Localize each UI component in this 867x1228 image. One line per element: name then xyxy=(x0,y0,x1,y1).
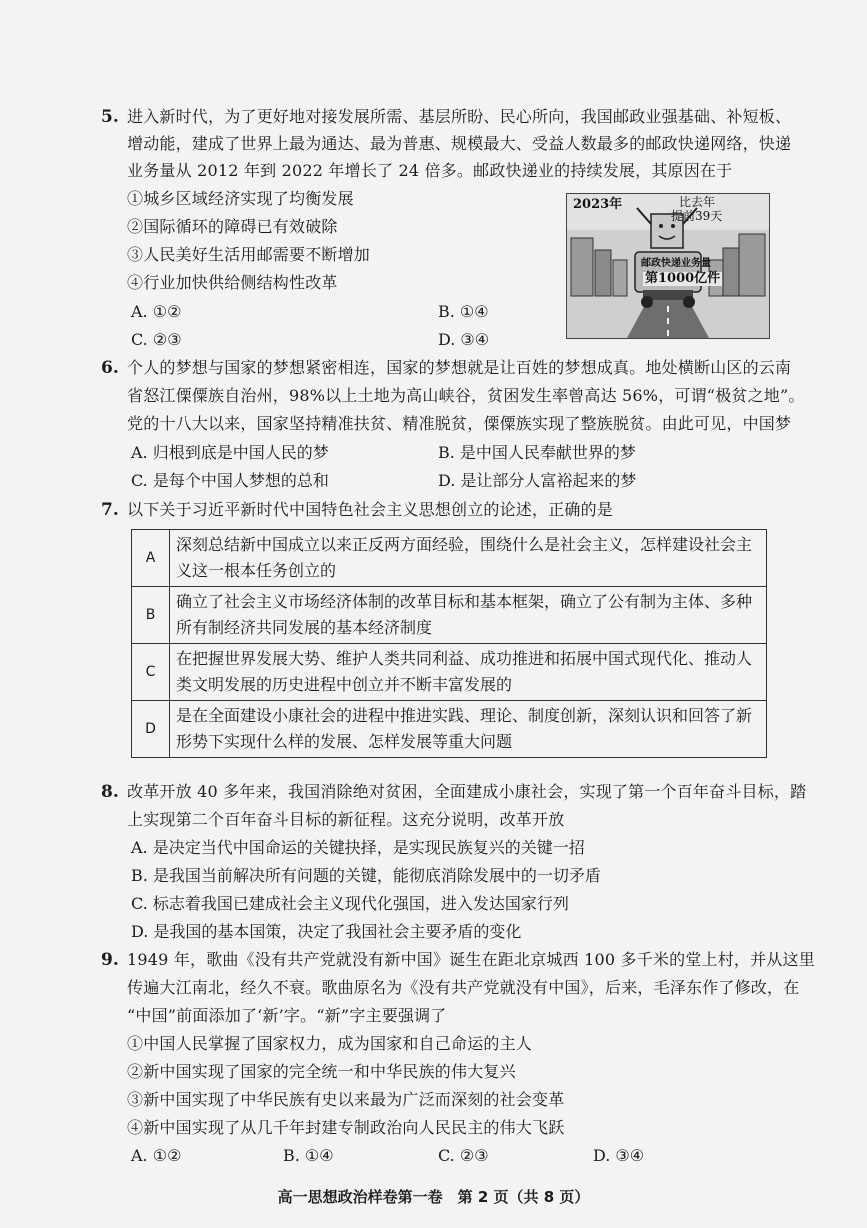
q8-stem-line-2: 上实现第二个百年奋斗目标的新征程。这充分说明，改革开放 xyxy=(127,810,565,829)
q5-statement-4: ④行业加快供给侧结构性改革 xyxy=(127,273,338,292)
q9-statement-1: ①中国人民掌握了国家权力，成为国家和自己命运的主人 xyxy=(127,1034,533,1053)
q7-option-table xyxy=(131,529,767,758)
q5-stem-line-3: 业务量从 2012 年到 2022 年增长了 24 倍多。邮政快递业的持续发展，其原因在于 xyxy=(127,161,733,180)
cartoon-note-1: 比去年 xyxy=(679,195,716,209)
q7-row-d-label: D xyxy=(132,701,170,758)
q7-row-c-text: 在把握世界发展大势、维护人类共同利益、成功推进和拓展中国式现代化、推动人类文明发展的历史进程中创立并不断丰富发展的 xyxy=(170,644,767,701)
cartoon-note-2: 提前39天 xyxy=(671,209,723,223)
q7-row-d-text: 是在全面建设小康社会的进程中推进实践、理论、制度创新，深刻认识和回答了新形势下实现什么样的发展、怎样发展等重大问题 xyxy=(170,701,767,758)
q8-option-c: C. 标志着我国已建成社会主义现代化强国，进入发达国家行列 xyxy=(131,894,569,913)
q9-stem-line-1: 1949 年，歌曲《没有共产党就没有新中国》诞生在距北京城西 100 多千米的堂上村，并从这里 xyxy=(127,950,815,969)
q9-option-c: C. ②③ xyxy=(438,1146,489,1165)
q7-row-a xyxy=(132,530,767,587)
cartoon-sign: 邮政快递业务量 xyxy=(641,258,711,269)
q7-row-a-label: A xyxy=(132,530,170,587)
q9-option-b: B. ①④ xyxy=(283,1146,334,1165)
q6-stem-line-3: 党的十八大以来，国家坚持精准扶贫、精准脱贫，傈僳族实现了整族脱贫。由此可见，中国梦 xyxy=(127,414,792,433)
q8-number: 8. xyxy=(101,782,119,802)
q5-option-b: B. ①④ xyxy=(438,302,489,321)
q8-option-b: B. 是我国当前解决所有问题的关键，能彻底消除发展中的一切矛盾 xyxy=(131,866,601,885)
q8-option-d: D. 是我国的基本国策，决定了我国社会主要矛盾的变化 xyxy=(131,922,522,941)
q9-statement-2: ②新中国实现了国家的完全统一和中华民族的伟大复兴 xyxy=(127,1062,516,1081)
q9-stem-line-2: 传遍大江南北，经久不衰。歌曲原名为《没有共产党就没有中国》，后来，毛泽东作了修改，在 xyxy=(127,978,800,997)
q6-option-a: A. 归根到底是中国人民的梦 xyxy=(131,443,329,462)
q6-option-b: B. 是中国人民奉献世界的梦 xyxy=(438,443,636,462)
q5-statement-2: ②国际循环的障碍已有效破除 xyxy=(127,217,338,236)
q5-statement-3: ③人民美好生活用邮需要不断增加 xyxy=(127,245,371,264)
q7-row-d xyxy=(132,701,767,758)
q6-option-c: C. 是每个中国人梦想的总和 xyxy=(131,471,329,490)
q9-statement-3: ③新中国实现了中华民族有史以来最为广泛而深刻的社会变革 xyxy=(127,1090,565,1109)
q9-option-a: A. ①② xyxy=(131,1146,182,1165)
q9-stem-line-3: “中国”前面添加了‘新’字。“新”字主要强调了 xyxy=(127,1006,447,1025)
q6-number: 6. xyxy=(101,358,119,378)
q5-cartoon-image xyxy=(566,193,770,339)
q7-row-a-text: 深刻总结新中国成立以来正反两方面经验，围绕什么是社会主义，怎样建设社会主义这一根本任务创立的 xyxy=(170,530,767,587)
q7-row-c xyxy=(132,644,767,701)
q6-stem-line-1: 个人的梦想与国家的梦想紧密相连，国家的梦想就是让百姓的梦想成真。地处横断山区的云南 xyxy=(127,358,792,377)
page-footer: 高一思想政治样卷第一卷 第 2 页（共 8 页） xyxy=(277,1188,590,1206)
q9-statement-4: ④新中国实现了从几千年封建专制政治向人民民主的伟大飞跃 xyxy=(127,1118,565,1137)
q7-stem: 以下关于习近平新时代中国特色社会主义思想创立的论述，正确的是 xyxy=(127,500,614,519)
q5-statement-1: ①城乡区域经济实现了均衡发展 xyxy=(127,189,354,208)
q7-number: 7. xyxy=(101,500,119,520)
q5-option-c: C. ②③ xyxy=(131,330,182,349)
q5-option-d: D. ③④ xyxy=(438,330,490,349)
cartoon-badge: 第1000亿件 xyxy=(645,271,721,286)
q5-stem-line-2: 增动能，建成了世界上最为通达、最为普惠、规模最大、受益人数最多的邮政快递网络，快递 xyxy=(127,134,792,153)
q5-stem-line-1: 进入新时代，为了更好地对接发展所需、基层所盼、民心所向，我国邮政业强基础、补短板、 xyxy=(127,107,792,126)
q9-number: 9. xyxy=(101,950,119,970)
q6-stem-line-2: 省怒江傈僳族自治州，98%以上土地为高山峡谷，贫困发生率曾高达 56%，可谓“极贫之地”。 xyxy=(127,386,805,405)
q5-option-a: A. ①② xyxy=(131,302,182,321)
q7-row-b xyxy=(132,587,767,644)
q7-row-b-label: B xyxy=(132,587,170,644)
q8-stem-line-1: 改革开放 40 多年来，我国消除绝对贫困，全面建成小康社会，实现了第一个百年奋斗目标，踏 xyxy=(127,782,807,801)
q7-row-b-text: 确立了社会主义市场经济体制的改革目标和基本框架，确立了公有制为主体、多种所有制经济共同发展的基本经济制度 xyxy=(170,587,767,644)
q6-option-d: D. 是让部分人富裕起来的梦 xyxy=(438,471,637,490)
cartoon-year: 2023年 xyxy=(573,197,623,212)
q9-option-d: D. ③④ xyxy=(593,1146,645,1165)
q5-number: 5. xyxy=(101,107,119,127)
q8-option-a: A. 是决定当代中国命运的关键抉择，是实现民族复兴的关键一招 xyxy=(131,838,585,857)
q7-row-c-label: C xyxy=(132,644,170,701)
